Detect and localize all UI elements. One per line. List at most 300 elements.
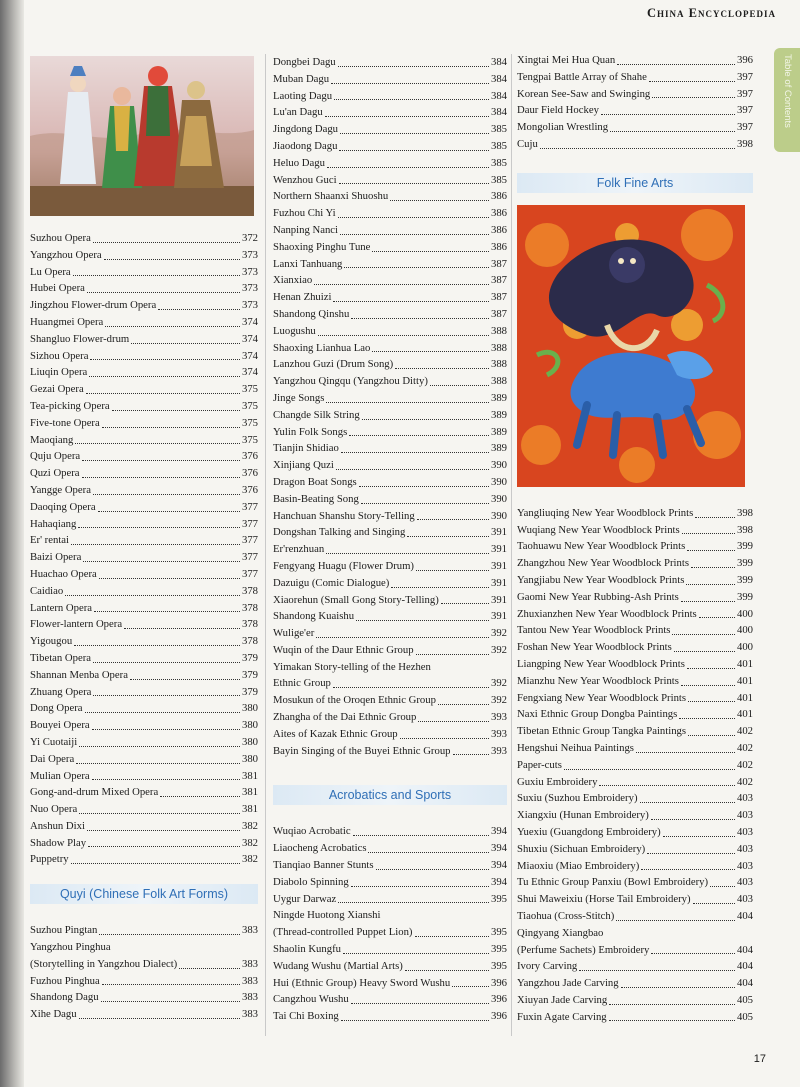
toc-entry <box>273 1008 507 1025</box>
toc-entry <box>30 482 258 499</box>
dot-leader <box>407 536 489 537</box>
toc-entry-title: Hahaqiang <box>30 517 77 530</box>
toc-entry-page: 393 <box>490 744 507 757</box>
toc-entry-page: 405 <box>736 993 753 1006</box>
toc-entry <box>273 390 507 407</box>
toc-entry-title: Lanxi Tanhuang <box>273 257 343 270</box>
toc-entry-page: 394 <box>490 859 507 872</box>
toc-entry-title: Gaomi New Year Rubbing-Ash Prints <box>517 590 679 603</box>
toc-entry-page: 387 <box>490 291 507 304</box>
toc-entry-title: Liangping New Year Woodblock Prints <box>517 657 685 670</box>
dot-leader <box>341 1020 489 1021</box>
toc-entry-page: 404 <box>736 909 753 922</box>
toc-entry <box>30 768 258 785</box>
toc-entry-page: 384 <box>490 72 507 85</box>
toc-entry <box>30 851 258 868</box>
dot-leader <box>636 752 735 753</box>
toc-entry-title: Hanchuan Shanshu Story-Telling <box>273 509 415 522</box>
toc-entry <box>273 407 507 424</box>
toc-entry-title: Laoting Dagu <box>273 89 333 102</box>
toc-entry-page: 386 <box>490 240 507 253</box>
toc-entry-title: Xiuyan Jade Carving <box>517 993 608 1006</box>
toc-entry-title: Tiaohua (Cross-Stitch) <box>517 909 615 922</box>
toc-entry <box>273 491 507 508</box>
toc-entry <box>30 348 258 365</box>
toc-entry-page: 394 <box>490 875 507 888</box>
dot-leader <box>333 687 489 688</box>
dot-leader <box>93 662 240 663</box>
dot-leader <box>99 934 240 935</box>
dot-leader <box>75 443 240 444</box>
dot-leader <box>651 953 735 954</box>
toc-entry-page: 403 <box>736 825 753 838</box>
toc-entry <box>517 841 753 858</box>
toc-entry <box>517 622 753 639</box>
toc-entry-page: 377 <box>241 534 258 547</box>
dot-leader <box>356 620 489 621</box>
dot-leader <box>621 987 735 988</box>
dot-leader <box>331 83 489 84</box>
toc-entry-page: 380 <box>241 735 258 748</box>
toc-entry <box>517 538 753 555</box>
toc-entry-page: 388 <box>490 341 507 354</box>
toc-entry-page: 403 <box>736 792 753 805</box>
dot-leader <box>679 718 735 719</box>
toc-entry-page: 392 <box>490 627 507 640</box>
toc-entry-title: Wuqiao Acrobatic <box>273 825 351 838</box>
dot-leader <box>391 587 489 588</box>
side-tab-label: Table of Contents <box>782 54 793 128</box>
toc-entry-page: 393 <box>490 711 507 724</box>
toc-entry-title: Anshun Dixi <box>30 819 85 832</box>
tangka-painting-image <box>517 205 745 487</box>
toc-entry-page: 403 <box>736 893 753 906</box>
toc-entry <box>517 690 753 707</box>
toc-entry-page: 402 <box>736 725 753 738</box>
dot-leader <box>82 460 240 461</box>
toc-entry <box>30 465 258 482</box>
toc-entry-page: 400 <box>736 641 753 654</box>
dot-leader <box>687 550 735 551</box>
toc-entry <box>273 155 507 172</box>
toc-entry <box>517 505 753 522</box>
dot-leader <box>73 275 240 276</box>
table-of-contents-tab <box>774 48 800 152</box>
dot-leader <box>681 601 735 602</box>
toc-entry <box>517 589 753 606</box>
toc-entry <box>517 891 753 908</box>
toc-entry-title: Quju Opera <box>30 450 81 463</box>
dot-leader <box>441 603 489 604</box>
toc-entry <box>517 522 753 539</box>
toc-entry-title: Korean See-Saw and Swinging <box>517 87 651 100</box>
toc-entry-page: 396 <box>490 993 507 1006</box>
toc-entry-page: 403 <box>736 859 753 872</box>
toc-entry-page: 380 <box>241 719 258 732</box>
toc-entry-title: Dongbei Dagu <box>273 56 336 68</box>
toc-entry-title: Yuexiu (Guangdong Embroidery) <box>517 825 661 838</box>
toc-entry <box>30 600 258 617</box>
toc-entry-page: 390 <box>490 459 507 472</box>
toc-entry <box>273 659 507 693</box>
toc-entry-page: 401 <box>736 708 753 721</box>
toc-entry <box>30 415 258 432</box>
toc-entry-page: 380 <box>241 752 258 765</box>
toc-entry-title: Fuxin Agate Carving <box>517 1010 607 1023</box>
dot-leader <box>640 802 735 803</box>
toc-entry-title: Daoqing Opera <box>30 500 96 513</box>
dot-leader <box>609 1004 735 1005</box>
toc-entry <box>273 823 507 840</box>
toc-entry-page: 377 <box>241 517 258 530</box>
dot-leader <box>130 679 240 680</box>
dot-leader <box>351 1003 489 1004</box>
toc-entry-page: 394 <box>490 825 507 838</box>
toc-entry <box>517 69 753 86</box>
dot-leader <box>158 309 240 310</box>
toc-entry <box>517 102 753 119</box>
dot-leader <box>647 853 735 854</box>
dot-leader <box>349 435 489 436</box>
dot-leader <box>338 902 489 903</box>
toc-column-1 <box>30 56 258 1023</box>
dot-leader <box>78 527 240 528</box>
toc-entry-page: 405 <box>736 1010 753 1023</box>
toc-entry-title: (Perfume Sachets) Embroidery <box>517 943 650 956</box>
dot-leader <box>79 813 240 814</box>
dot-leader <box>415 936 489 937</box>
toc-entry <box>273 558 507 575</box>
toc-entry-title: Uygur Darwaz <box>273 892 337 905</box>
toc-entry-page: 384 <box>490 89 507 102</box>
toc-entry-title: Yangliuqing New Year Woodblock Prints <box>517 506 694 519</box>
toc-entry-page: 402 <box>736 775 753 788</box>
toc-entry-page: 387 <box>490 274 507 287</box>
toc-entry-title: Er'renzhuan <box>273 543 325 556</box>
toc-entry-page: 383 <box>241 924 258 937</box>
toc-entry-title: Huangmei Opera <box>30 315 104 328</box>
toc-entry <box>273 188 507 205</box>
toc-entry-title: Northern Shaanxi Shuoshu <box>273 190 389 203</box>
toc-entry-page: 377 <box>241 567 258 580</box>
toc-entry <box>30 633 258 650</box>
toc-entry-page: 379 <box>241 668 258 681</box>
toc-entry-page: 376 <box>241 483 258 496</box>
dot-leader <box>102 984 240 985</box>
toc-entry-title: Bayin Singing of the Buyei Ethnic Group <box>273 744 451 757</box>
dot-leader <box>71 544 240 545</box>
toc-entry-title: Dazuigu (Comic Dialogue) <box>273 576 390 589</box>
toc-entry-title: Xianxiao <box>273 274 313 287</box>
toc-entry-page: 373 <box>241 282 258 295</box>
toc-entry-title-line: Yimakan Story-telling of the Hezhen <box>273 660 431 673</box>
toc-entry-page: 373 <box>241 265 258 278</box>
toc-entry-title: (Thread-controlled Puppet Lion) <box>273 926 413 939</box>
toc-entry-page: 389 <box>490 408 507 421</box>
toc-entry-title: Hubei Opera <box>30 282 85 295</box>
toc-entry <box>517 757 753 774</box>
dot-leader <box>343 953 489 954</box>
toc-entry <box>273 424 507 441</box>
toc-entry-page: 376 <box>241 467 258 480</box>
toc-entry-page: 376 <box>241 450 258 463</box>
dot-leader <box>609 1020 735 1021</box>
toc-entry-title: Yangzhou Jade Carving <box>517 977 619 990</box>
column-divider <box>511 54 512 1036</box>
toc-entry-title: Jingdong Dagu <box>273 123 339 136</box>
dot-leader <box>88 846 240 847</box>
toc-entry-title: Maoqiang <box>30 433 74 446</box>
toc-entry-title: Mulian Opera <box>30 769 90 782</box>
toc-entry-title: Wenzhou Guci <box>273 173 337 186</box>
toc-column-3 <box>517 52 753 1025</box>
toc-entry <box>273 222 507 239</box>
toc-list-quyi-continued <box>273 54 507 759</box>
toc-entry <box>273 991 507 1008</box>
toc-entry <box>517 1009 753 1026</box>
toc-entry <box>273 340 507 357</box>
toc-list-acrobatics <box>273 823 507 1025</box>
toc-entry <box>273 239 507 256</box>
toc-entry-page: 381 <box>241 786 258 799</box>
toc-entry-page: 395 <box>490 959 507 972</box>
toc-entry-title: Yangge Opera <box>30 483 91 496</box>
toc-entry-title: Er' rentai <box>30 534 70 547</box>
toc-entry <box>30 973 258 990</box>
dot-leader <box>351 886 489 887</box>
toc-entry-title: Taohuawu New Year Woodblock Prints <box>517 540 686 553</box>
toc-entry <box>517 606 753 623</box>
toc-entry-page: 392 <box>490 677 507 690</box>
dot-leader <box>340 133 489 134</box>
dot-leader <box>334 99 489 100</box>
toc-entry-page: 381 <box>241 803 258 816</box>
toc-entry <box>517 673 753 690</box>
toc-entry <box>517 572 753 589</box>
dot-leader <box>104 259 240 260</box>
dot-leader <box>418 721 489 722</box>
toc-entry-title: Ethnic Group <box>273 677 331 690</box>
toc-entry-title: Yangjiabu New Year Woodblock Prints <box>517 573 685 586</box>
dot-leader <box>93 695 240 696</box>
toc-entry-page: 397 <box>736 104 753 117</box>
toc-entry-title: Sizhou Opera <box>30 349 89 362</box>
toc-entry-title: Tea-picking Opera <box>30 399 110 412</box>
toc-entry-title: Naxi Ethnic Group Dongba Paintings <box>517 708 678 721</box>
toc-entry-title: Shandong Dagu <box>30 991 99 1004</box>
toc-entry-page: 388 <box>490 375 507 388</box>
opera-performance-photo <box>30 56 254 216</box>
toc-entry-title: Shaoxing Pinghu Tune <box>273 240 371 253</box>
toc-entry-page: 403 <box>736 876 753 889</box>
toc-entry-title: Zhangzhou New Year Woodblock Prints <box>517 557 689 570</box>
toc-entry-title: Tengpai Battle Array of Shahe <box>517 70 647 83</box>
toc-entry-page: 391 <box>490 543 507 556</box>
dot-leader <box>540 148 735 149</box>
dot-leader <box>94 611 240 612</box>
toc-entry-title: Tianqiao Banner Stunts <box>273 859 374 872</box>
dot-leader <box>74 645 240 646</box>
dot-leader <box>93 242 240 243</box>
toc-entry-page: 387 <box>490 307 507 320</box>
dot-leader <box>92 729 240 730</box>
dot-leader <box>693 903 735 904</box>
dot-leader <box>327 167 489 168</box>
dot-leader <box>641 869 735 870</box>
dot-leader <box>601 114 735 115</box>
toc-entry-title: Yigougou <box>30 635 73 648</box>
toc-entry-title: Muban Dagu <box>273 72 330 85</box>
section-heading-quyi: Quyi (Chinese Folk Art Forms) <box>30 884 258 904</box>
dot-leader <box>687 668 735 669</box>
toc-entry-page: 373 <box>241 299 258 312</box>
toc-entry-title: Shandong Kuaishu <box>273 610 355 623</box>
dot-leader <box>79 1018 240 1019</box>
toc-entry-page: 400 <box>736 607 753 620</box>
toc-entry-title: Diabolo Spinning <box>273 875 349 888</box>
toc-entry <box>273 857 507 874</box>
toc-entry-title: Suzhou Pingtan <box>30 924 98 937</box>
toc-entry-page: 401 <box>736 691 753 704</box>
toc-entry-title: Bouyei Opera <box>30 719 90 732</box>
toc-entry <box>517 656 753 673</box>
toc-entry-page: 399 <box>736 557 753 570</box>
toc-entry-title: Tianjin Shidiao <box>273 442 339 455</box>
toc-entry <box>30 247 258 264</box>
toc-entry <box>273 457 507 474</box>
toc-entry-page: 399 <box>736 590 753 603</box>
toc-list-folk-fine-arts <box>517 505 753 1026</box>
toc-entry-title: Nanping Nanci <box>273 223 338 236</box>
toc-entry-title: Shaolin Kungfu <box>273 943 341 956</box>
toc-entry-page: 395 <box>490 892 507 905</box>
dot-leader <box>390 200 489 201</box>
toc-entry <box>517 992 753 1009</box>
toc-entry <box>273 440 507 457</box>
dot-leader <box>672 634 735 635</box>
toc-entry-title: Xihe Dagu <box>30 1008 77 1021</box>
toc-entry-title: Xiangxiu (Hunan Embroidery) <box>517 809 649 822</box>
toc-entry <box>273 373 507 390</box>
toc-entry-title: Fengyang Huagu (Flower Drum) <box>273 559 414 572</box>
dot-leader <box>338 217 489 218</box>
dot-leader <box>651 819 735 820</box>
dot-leader <box>430 385 489 386</box>
toc-entry <box>30 230 258 247</box>
toc-entry <box>30 532 258 549</box>
toc-entry-title: Gezai Opera <box>30 383 84 396</box>
toc-entry-page: 387 <box>490 257 507 270</box>
toc-entry-title: Foshan New Year Woodblock Prints <box>517 641 672 654</box>
toc-entry-title: Zhuxianzhen New Year Woodblock Prints <box>517 607 697 620</box>
toc-entry <box>30 566 258 583</box>
toc-entry-title: Mianzhu New Year Woodblock Prints <box>517 674 679 687</box>
toc-entry-page: 396 <box>490 1010 507 1023</box>
toc-entry-title: Jingzhou Flower-drum Opera <box>30 299 157 312</box>
toc-entry-page: 384 <box>490 106 507 119</box>
toc-entry-title: Basin-Beating Song <box>273 492 359 505</box>
toc-entry <box>30 650 258 667</box>
toc-entry-page: 374 <box>241 366 258 379</box>
toc-entry-page: 386 <box>490 207 507 220</box>
dot-leader <box>338 66 489 67</box>
toc-entry <box>30 331 258 348</box>
toc-entry <box>30 835 258 852</box>
toc-entry <box>517 639 753 656</box>
dot-leader <box>341 452 489 453</box>
toc-entry-page: 374 <box>241 315 258 328</box>
dot-leader <box>344 267 489 268</box>
toc-entry <box>273 172 507 189</box>
toc-entry <box>273 71 507 88</box>
dot-leader <box>695 517 735 518</box>
dot-leader <box>326 553 489 554</box>
toc-entry-title: Shuxiu (Sichuan Embroidery) <box>517 842 646 855</box>
toc-entry-title: Yangzhou Qingqu (Yangzhou Ditty) <box>273 375 428 388</box>
toc-entry-title: Zhuang Opera <box>30 685 92 698</box>
toc-entry <box>517 908 753 925</box>
dot-leader <box>617 64 735 65</box>
toc-entry <box>273 642 507 659</box>
toc-entry-title-line: Qingyang Xiangbao <box>517 926 604 939</box>
toc-entry-title: Suzhou Opera <box>30 232 91 244</box>
toc-entry <box>273 840 507 857</box>
toc-entry-title: Fuzhou Chi Yi <box>273 207 336 220</box>
toc-entry-page: 374 <box>241 332 258 345</box>
toc-entry <box>517 824 753 841</box>
toc-entry-page: 403 <box>736 842 753 855</box>
toc-entry <box>517 858 753 875</box>
dot-leader <box>368 852 488 853</box>
toc-entry-page: 385 <box>490 173 507 186</box>
toc-entry-page: 392 <box>490 643 507 656</box>
toc-entry-page: 403 <box>736 809 753 822</box>
toc-entry-title: Dongshan Talking and Singing <box>273 526 406 539</box>
dot-leader <box>452 986 489 987</box>
toc-entry-title-line: Yangzhou Pinghua <box>30 941 111 954</box>
toc-entry <box>273 356 507 373</box>
dot-leader <box>351 318 489 319</box>
toc-entry-title: Caidiao <box>30 584 64 597</box>
toc-entry <box>30 667 258 684</box>
toc-entry <box>30 314 258 331</box>
dot-leader <box>105 326 240 327</box>
dot-leader <box>131 343 240 344</box>
dot-leader <box>579 970 735 971</box>
toc-entry <box>30 398 258 415</box>
toc-entry-title: Mongolian Wrestling <box>517 121 609 134</box>
toc-entry-page: 388 <box>490 324 507 337</box>
dot-leader <box>663 836 735 837</box>
toc-entry-page: 392 <box>490 694 507 707</box>
toc-entry-page: 384 <box>490 56 507 68</box>
toc-entry-title: Shaoxing Lianhua Lao <box>273 341 371 354</box>
toc-entry <box>30 818 258 835</box>
toc-entry-title: Tu Ethnic Group Panxiu (Bowl Embroidery) <box>517 876 709 889</box>
toc-entry-page: 385 <box>490 139 507 152</box>
toc-entry-page: 377 <box>241 551 258 564</box>
toc-entry-page: 375 <box>241 433 258 446</box>
toc-entry-title: Five-tone Opera <box>30 416 100 429</box>
toc-entry <box>273 592 507 609</box>
toc-entry <box>517 86 753 103</box>
toc-column-2 <box>273 54 507 1025</box>
dot-leader <box>400 738 489 739</box>
dot-leader <box>86 393 240 394</box>
dot-leader <box>691 567 735 568</box>
dot-leader <box>339 150 489 151</box>
toc-entry <box>273 541 507 558</box>
